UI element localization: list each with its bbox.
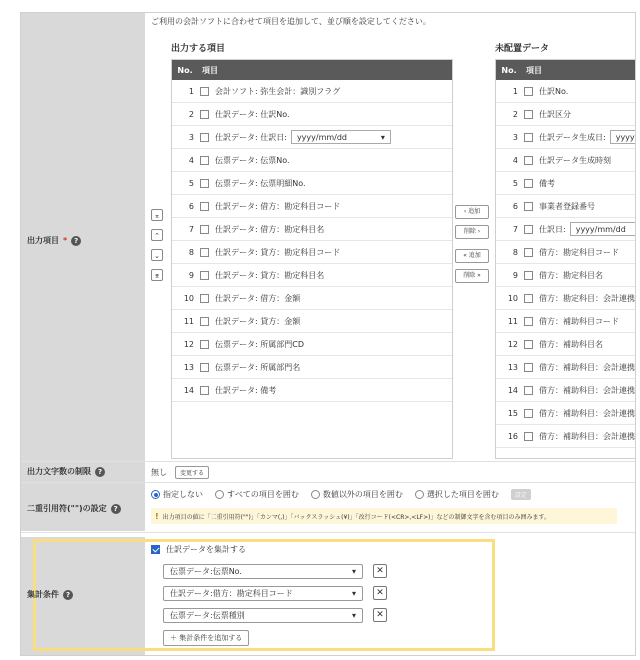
table-row[interactable]: 10 借方：勘定科目：会計連携 [496,287,636,310]
table-row[interactable]: 14 借方：補助科目：会計連携 [496,379,636,402]
table-row[interactable]: 1 仕訳No. [496,80,636,103]
table-row[interactable]: 12 伝票データ: 所属部門CD [172,333,452,356]
row-checkbox[interactable] [524,156,533,165]
row-checkbox[interactable] [524,340,533,349]
row-checkbox[interactable] [200,202,209,211]
remove-condition-button[interactable] [373,564,387,578]
table-row[interactable]: 12 借方：補助科目名 [496,333,636,356]
help-icon[interactable]: ? [71,236,81,246]
close-icon: ✕ [376,610,384,620]
output-items-table [171,59,453,459]
add-all-button[interactable]: « 追加 [455,249,489,263]
aggregate-checkbox[interactable] [151,545,160,554]
table-row[interactable]: 4 伝票データ: 伝票No. [172,149,452,172]
row-checkbox[interactable] [200,110,209,119]
radio-button[interactable] [215,490,224,499]
move-up-button[interactable]: ⌃ [151,229,163,241]
row-checkbox[interactable] [200,225,209,234]
settings-panel [20,12,636,656]
radio-none[interactable]: 指定しない [151,489,203,500]
help-icon[interactable]: ? [95,467,105,477]
quote-radio-group [151,489,531,500]
radio-selected[interactable]: 選択した項目を囲む [415,489,499,500]
row-checkbox[interactable] [200,179,209,188]
divider [21,482,635,483]
help-icon[interactable]: ? [111,504,121,514]
right-table-title: 未配置データ [495,44,550,54]
table-header: No. 項目 [172,60,452,80]
aggregate-condition-select[interactable]: 仕訳データ:借方：勘定科目コード ▾ [163,586,363,601]
row-checkbox[interactable] [524,248,533,257]
table-row[interactable]: 9 仕訳データ: 貸方：勘定科目名 [172,264,452,287]
move-down-button[interactable]: ⌄ [151,249,163,261]
move-bottom-button[interactable]: ⌆ [151,269,163,281]
aggregate-condition-select[interactable]: 伝票データ:伝票No. ▾ [163,564,363,579]
quote-apply-button[interactable]: 設定 [511,489,531,500]
remove-all-button[interactable]: 削除 » [455,269,489,283]
left-rows [172,80,452,402]
table-row[interactable]: 16 借方：補助科目：会計連携 [496,425,636,448]
table-row[interactable]: 6 事業者登録番号 [496,195,636,218]
change-limit-button[interactable]: 変更する [175,466,209,479]
char-limit-label: 出力文字数の制限 ? [27,466,105,477]
table-row[interactable]: 4 仕訳データ生成時刻 [496,149,636,172]
row-checkbox[interactable] [524,363,533,372]
char-limit-value: 無し [151,468,167,477]
intro-text: ご利用の会計ソフトに合わせて項目を追加して、並び順を設定してください。 [151,17,431,26]
row-checkbox[interactable] [200,156,209,165]
table-row[interactable]: 1 会計ソフト: 弥生会計：識別フラグ [172,80,452,103]
output-items-label: 出力項目 * ? [27,235,81,246]
table-row[interactable]: 3 仕訳データ: 仕訳日: yyyy/mm/dd ▾ [172,126,452,149]
row-checkbox[interactable] [200,294,209,303]
table-row[interactable]: 2 仕訳データ: 仕訳No. [172,103,452,126]
radio-button[interactable] [311,490,320,499]
row-checkbox[interactable] [524,317,533,326]
char-limit-value-row [151,466,209,479]
table-row[interactable]: 14 仕訳データ: 備考 [172,379,452,402]
table-row[interactable]: 11 仕訳データ: 貸方：金額 [172,310,452,333]
row-checkbox[interactable] [200,386,209,395]
remove-button[interactable]: 削除 › [455,225,489,239]
table-row[interactable]: 7 仕訳日: yyyy/mm/dd [496,218,636,241]
table-row[interactable]: 6 仕訳データ: 借方：勘定科目コード [172,195,452,218]
date-format-select[interactable]: yyyy [610,130,636,144]
close-icon: ✕ [376,566,384,576]
row-checkbox[interactable] [524,225,533,234]
add-condition-row [163,630,249,646]
row-checkbox[interactable] [200,363,209,372]
row-checkbox[interactable] [200,133,209,142]
radio-button[interactable] [415,490,424,499]
aggregate-label: 集計条件 ? [27,589,73,600]
table-row[interactable]: 8 借方：勘定科目コード [496,241,636,264]
help-icon[interactable]: ? [63,590,73,600]
warning-icon: ! [155,511,159,521]
divider [21,461,635,462]
row-checkbox[interactable] [200,340,209,349]
row-checkbox[interactable] [524,432,533,441]
row-checkbox[interactable] [524,409,533,418]
table-header: No. 項目 [496,60,636,80]
table-row[interactable]: 5 伝票データ: 伝票明細No. [172,172,452,195]
dropdown-caret-icon: ▾ [351,567,356,576]
row-checkbox[interactable] [200,271,209,280]
close-icon: ✕ [376,588,384,598]
row-checkbox[interactable] [524,294,533,303]
unplaced-data-table [495,59,636,459]
date-format-select[interactable]: yyyy/mm/dd [570,222,636,236]
add-button[interactable]: ‹ 追加 [455,205,489,219]
radio-button[interactable] [151,490,160,499]
table-row[interactable]: 3 仕訳データ生成日: yyyy [496,126,636,149]
move-top-button[interactable]: ⌅ [151,209,163,221]
quote-note: ! 出力項目の値に「二重引用符("")」「カンマ(,)」「バックスラッシュ(¥)」「改行コード(<CR>,<LF>)」などの制御文字を含む項目のみ囲みます。 [151,508,617,524]
row-checkbox[interactable] [200,248,209,257]
row-checkbox[interactable] [524,133,533,142]
table-row[interactable]: 7 仕訳データ: 借方：勘定科目名 [172,218,452,241]
row-checkbox[interactable] [524,271,533,280]
row-checkbox[interactable] [524,179,533,188]
remove-condition-button[interactable] [373,586,387,600]
table-row[interactable]: 13 借方：補助科目：会計連携 [496,356,636,379]
aggregate-checkbox-row[interactable]: 仕訳データを集計する [151,544,246,555]
table-row[interactable]: 9 借方：勘定科目名 [496,264,636,287]
row-checkbox[interactable] [524,87,533,96]
table-row[interactable]: 15 借方：補助科目：会計連携 [496,402,636,425]
row-checkbox[interactable] [200,87,209,96]
left-table-title: 出力する項目 [171,44,226,54]
row-checkbox[interactable] [200,317,209,326]
dropdown-caret-icon: ▾ [351,589,356,598]
row-checkbox[interactable] [524,386,533,395]
table-row[interactable]: 5 備考 [496,172,636,195]
remove-condition-button[interactable] [373,608,387,622]
row-checkbox[interactable] [524,202,533,211]
table-row[interactable]: 13 伝票データ: 所属部門名 [172,356,452,379]
table-row[interactable]: 11 借方：補助科目コード [496,310,636,333]
dropdown-caret-icon: ▾ [351,611,356,620]
add-condition-button[interactable]: ＋ 集計条件を追加する [163,630,249,646]
aggregate-condition-select[interactable]: 伝票データ:伝票種別 ▾ [163,608,363,623]
dropdown-caret-icon: ▾ [380,132,385,142]
table-row[interactable]: 2 仕訳区分 [496,103,636,126]
divider [21,532,635,533]
table-row[interactable]: 8 仕訳データ: 貸方：勘定科目コード [172,241,452,264]
row-checkbox[interactable] [524,110,533,119]
quote-setting-label: 二重引用符("")の設定 ? [27,503,121,514]
date-format-select[interactable]: yyyy/mm/dd ▾ [291,130,391,144]
radio-all[interactable]: すべての項目を囲む [215,489,299,500]
table-row[interactable]: 10 仕訳データ: 借方：金額 [172,287,452,310]
radio-non-numeric[interactable]: 数値以外の項目を囲む [311,489,403,500]
